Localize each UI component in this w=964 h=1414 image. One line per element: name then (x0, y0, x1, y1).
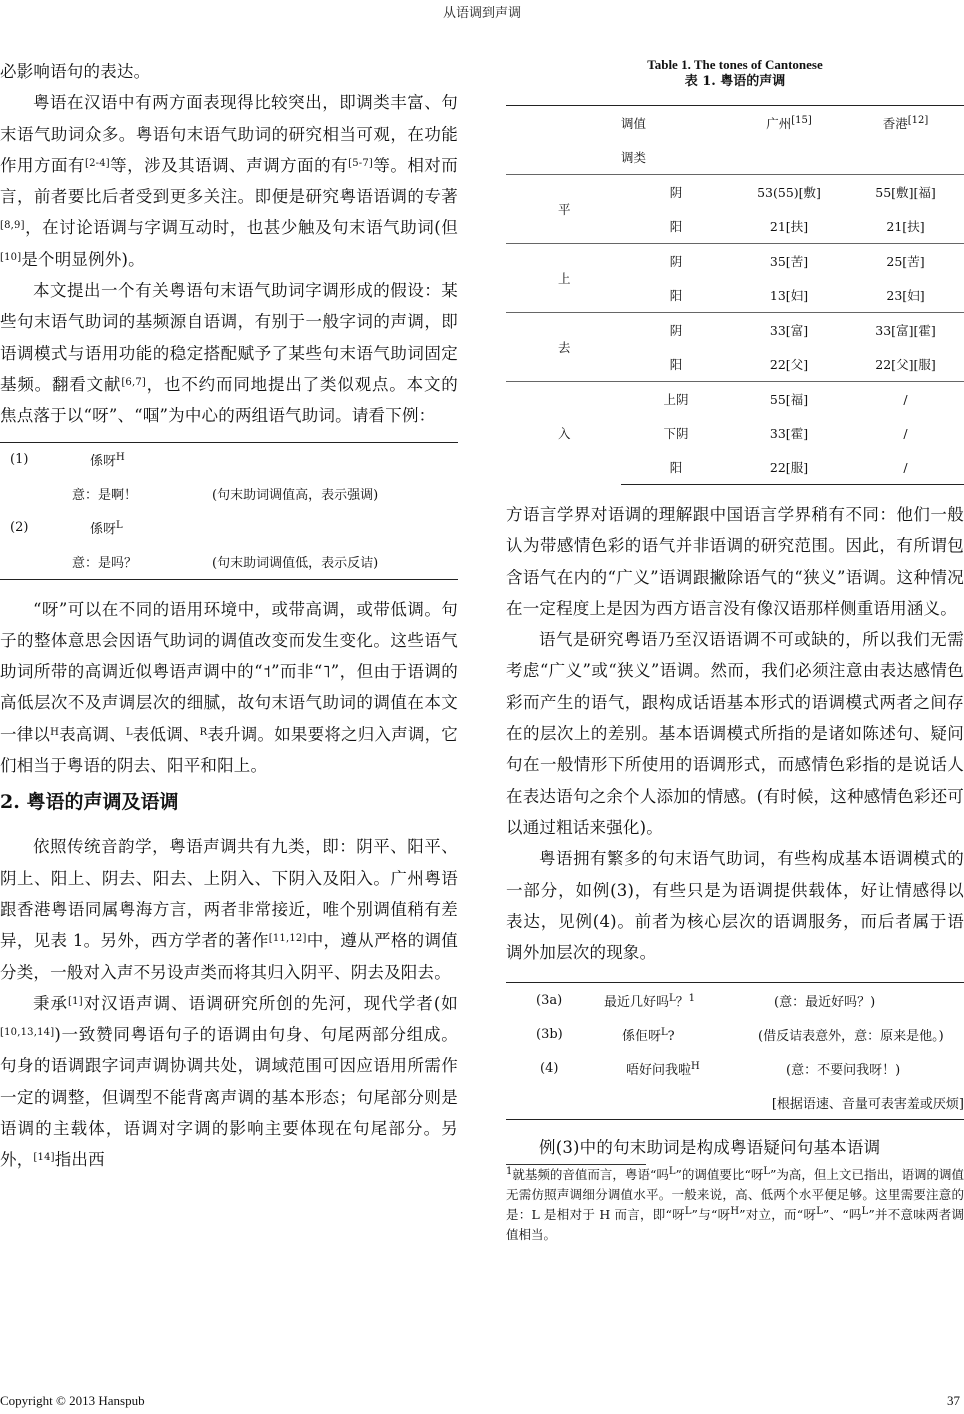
example-row (0, 545, 458, 579)
table-title-en: Table 1. The tones of Cantonese (647, 57, 823, 72)
right-column (506, 56, 964, 1245)
tone-mark: L (861, 1205, 869, 1217)
tone-group: 平 (506, 175, 621, 244)
hongkong-value: / (847, 450, 964, 485)
tone-subclass: 上阴 (621, 382, 731, 417)
tone-mark: L (816, 1205, 823, 1217)
citation: [2-4] (84, 157, 110, 169)
table-cell (731, 140, 847, 175)
example-sentence: 係呀 (90, 454, 117, 470)
example-note: (意：最近好吗？) (774, 994, 876, 1010)
example-sentence: 唔好问我啦 (626, 1062, 692, 1078)
tone-subclass: 阴 (621, 175, 731, 210)
example-row (506, 1017, 964, 1051)
example-text (90, 450, 125, 469)
hongkong-value: 22[父][服] (875, 357, 936, 372)
guangzhou-value: 35[苦] (731, 244, 847, 279)
text: 就基频的音值而言，粤语“吗 (512, 1166, 669, 1182)
guangzhou-value: 33[霍] (769, 426, 809, 441)
hongkong-value: / (903, 425, 908, 441)
tone-mark: H (116, 452, 125, 464)
example-number: (4) (540, 1060, 559, 1076)
text: )一致赞同粤语句子的语调由句身、句尾两部分组成。句身的语调跟字词声调协调共处，调域范围可因应语用所需作一定的调整，但调型不能背离声调的基本形态；句尾部分则是语调的主载体，语调对字调的影响主要体现在句尾部分。另外， (0, 1025, 458, 1170)
citation: [10] (0, 251, 22, 263)
text: 等，涉及其语调、声调方面的有 (109, 155, 349, 175)
example-gloss: 意：是啊！ (72, 488, 138, 504)
tone-subclass: 阳 (669, 219, 683, 234)
example-note: (句末助词调值高，表示强调) (212, 488, 379, 504)
text: ”的调值要比“呀 (675, 1166, 764, 1182)
text: ”并不意味两者调值相当。 (506, 1206, 964, 1242)
hongkong-value: 55[敷][福] (847, 175, 964, 210)
table-header-row (506, 106, 964, 141)
table-cell (506, 140, 621, 175)
text: ”为高，但上文已指出，语调的调值无需仿照声调细分调值水平。一般来说，高、低两个水平便足够。这里需要注意的是：L 是相对于 H 而言，即“呀 (506, 1166, 964, 1222)
tone-mark: L (125, 726, 133, 738)
hongkong-value: 25[苦] (847, 244, 964, 279)
example-note: (意：不要问我呀！) (786, 1062, 901, 1078)
tone-group: 入 (506, 382, 621, 485)
section-heading: 2. 粤语的声调及语调 (0, 791, 179, 814)
table-row (506, 313, 964, 348)
page-number: 37 (947, 1393, 960, 1408)
table-header-hongkong (847, 106, 964, 141)
text: 表高调、 (59, 724, 126, 744)
text: 表低调、 (132, 724, 200, 744)
text: 本文提出一个有关粤语句末语气助词字调形成的假设：某些句末语气助词的基频源自语调，有别于一般字词的声调，即语调模式与语用功能的稳定搭配赋予了某些句末语气助词固定基频。翻看文献 (0, 281, 458, 394)
example-text (604, 1025, 754, 1044)
tone-subclass: 阴 (621, 244, 731, 279)
paragraph-particles: 粤语拥有繁多的句末语气助词，有些构成基本语调模式的一部分，如例(3)，有些只是为语调提供载体，好让情感得以表达，见例(4)。前者为核心层次的语调服务，而后者属于语调外加层次的现象。 (506, 849, 964, 963)
tone-mark: L (661, 1026, 668, 1038)
table-row (506, 244, 964, 279)
example-row (0, 443, 458, 477)
paragraph-mood: 语气是研究粤语乃至汉语语调不可或缺的，所以我们无需考虑“广义”或“狭义”语调。然而，我们必须注意由表达感情色彩而产生的语气，跟构成话语基本形式的语调模式两者之间存在的层次上的差别。基本语调模式所指的是诸如陈述句、疑问句在一般情形下所使用的语调形式，而感情色彩指的是说话人在表达语句之余个人添加的情感。(有时候，这种感情色彩还可以通过粗话来强化)。 (506, 630, 964, 837)
example-gloss: 意：是吗？ (72, 556, 138, 572)
citation: [10,13,14] (0, 1027, 55, 1039)
table-row (506, 382, 964, 417)
table-header-row (506, 140, 964, 175)
tone-mark: L (116, 520, 123, 532)
hongkong-value: 21[扶] (886, 219, 925, 234)
footnote (506, 1165, 964, 1245)
tone-group: 去 (506, 313, 621, 382)
guangzhou-value: 22[服] (731, 450, 847, 485)
text: 表升调。如果要将之归入声调，它们相当于粤语的阴去、阳平和阳上。 (0, 724, 459, 776)
guangzhou-value: 13[妇] (769, 288, 809, 303)
tone-group: 上 (506, 244, 621, 313)
text: ，在讨论语调与字调互动时，也甚少触及句末语气助词(但 (24, 218, 458, 238)
table-cell (506, 106, 621, 141)
guangzhou-value: 55[福] (731, 382, 847, 417)
text: 广州 (766, 116, 792, 131)
citation: [15] (791, 115, 812, 126)
example-text (608, 1059, 758, 1078)
paragraph-cantonese-features (0, 87, 458, 275)
citation: [1] (68, 995, 83, 1007)
text: 香港 (882, 116, 908, 131)
example-text (90, 518, 123, 537)
citation: [5-7] (348, 157, 374, 169)
paragraph-western-view: 方语言学界对语调的理解跟中国语言学界稍有不同：他们一般认为带感情色彩的语气并非语调的研究范围。因此，有所谓包含语气在内的“广义”语调跟撇除语气的“狭义”语调。这种情况在一定程度上是因为西方语言没有像汉语那样侧重语用涵义。 (506, 505, 964, 618)
tones-table (506, 105, 964, 485)
guangzhou-value: 33[富] (731, 313, 847, 348)
example-row (506, 983, 964, 1017)
example-text (604, 991, 754, 1010)
tone-subclass: 阳 (621, 450, 731, 485)
citation: [6,7] (121, 376, 147, 388)
table-header-tone-value: 调值 (621, 106, 731, 141)
footnote-marker: 1 (688, 992, 696, 1004)
example-sentence: 最近几好吗 (604, 994, 670, 1010)
tone-mark: L (668, 1165, 676, 1177)
tone-mark: H (730, 1205, 740, 1217)
paragraph-ya-tones (0, 594, 458, 782)
table-header-tone-class: 调类 (621, 150, 647, 165)
example-sentence: 係佢呀 (622, 1028, 662, 1044)
tone-mark: H (50, 726, 60, 738)
text: ”对立，而“呀 (739, 1206, 817, 1222)
table-header-guangzhou (731, 106, 847, 141)
examples-3-4 (506, 982, 964, 1120)
paragraph-hypothesis (0, 275, 458, 431)
text: ? (667, 1028, 675, 1044)
example-row (0, 477, 458, 511)
text: 依照传统音韵学，粤语声调共有九类，即：阴平、阳平、阴上、阳上、阴去、阳去、上阴入、下阴入及阳入。广州粤语跟香港粤语同属粤海方言，两者非常接近，唯个别调值稍有差异，见表 1。另外，西方学者的著作 (0, 837, 458, 951)
guangzhou-value: 53(55)[敷] (731, 175, 847, 210)
example-number: (1) (10, 452, 29, 468)
hongkong-value: / (847, 382, 964, 417)
hongkong-value: 33[富][霍] (847, 313, 964, 348)
tone-subclass: 阴 (621, 313, 731, 348)
tone-mark: H (691, 1060, 700, 1072)
example-note: (句末助词调值低，表示反诘) (212, 556, 379, 572)
citation: [11,12] (268, 933, 307, 945)
tone-mark: L (669, 992, 676, 1004)
text: “呀”可以在不同的语用环境中，或带高调，或带低调。句子的整体意思会因语气助词的调值改变而发生变化。这些语气助词所带的高调近似粤语声调中的“˦”而非“˥”，但由于语调的高低层次不及声调层次的细腻，故句末语气助词的调值在本文一律以 (0, 599, 458, 744)
tone-subclass: 下阴 (663, 426, 689, 441)
copyright: Copyright © 2013 Hanspub (0, 1393, 145, 1408)
text: 对汉语声调、语调研究所创的先河，现代学者(如 (82, 993, 458, 1013)
table-row (506, 175, 964, 210)
tone-mark: R (199, 726, 208, 738)
example-note: [根据语速、音量可表害羞或厌烦] (771, 1096, 964, 1112)
text: 秉承 (33, 993, 69, 1013)
text: ”、“吗 (822, 1206, 862, 1222)
example-sentence: 係呀 (90, 522, 117, 538)
hongkong-value: 23[妇] (886, 288, 925, 303)
example-note: (借反诘表意外，意：原来是他。) (758, 1028, 944, 1044)
example-row (0, 511, 458, 545)
table-cell (847, 140, 964, 175)
tone-mark: L (763, 1165, 770, 1177)
text: 是个明显例外)。 (21, 249, 145, 269)
footnote-marker: 1 (506, 1165, 513, 1177)
tone-mark: L (684, 1205, 692, 1217)
tone-subclass: 阳 (669, 357, 683, 372)
paragraph-sentence-structure (0, 988, 458, 1176)
examples-1-2 (0, 442, 458, 580)
running-title: 从语调到声调 (442, 6, 521, 21)
example-row (506, 1051, 964, 1085)
example-row (506, 1085, 964, 1119)
example-number: (3a) (536, 992, 563, 1008)
text: 中，遵从严格的调值分类，一般对入声不另设声类而将其归入阴平、阴去及阳去。 (0, 931, 458, 982)
tone-subclass: 阳 (669, 288, 683, 303)
guangzhou-value: 21[扶] (769, 219, 809, 234)
text: 指出西 (54, 1150, 105, 1170)
example-number: (2) (10, 520, 29, 536)
text: ”与“呀 (691, 1206, 731, 1222)
text: 等。相对而言，前者要比后者受到更多关注。即便是研究粤语语调的专著 (0, 155, 459, 207)
paragraph-nine-tones (0, 831, 458, 987)
text: ，也不约而同地提出了类似观点。本文的焦点落于以“呀”、“啯”为中心的两组语气助词。请看下例： (0, 374, 458, 426)
citation: [12] (907, 115, 929, 126)
paragraph-continued: 必影响语句的表达。 (0, 62, 151, 81)
citation: [8,9] (0, 220, 25, 232)
paragraph-example-3: 例(3)中的句末助词是构成粤语疑问句基本语调 (539, 1138, 881, 1158)
left-column (0, 56, 458, 1176)
text: ？ (675, 994, 689, 1010)
citation: [14] (33, 1152, 55, 1164)
text: 粤语在汉语中有两方面表现得比较突出，即调类丰富、句末语气助词众多。粤语句末语气助词的研究相当可观，在功能作用方面有 (0, 93, 458, 175)
table-title-zh: 表 1. 粤语的声调 (684, 74, 786, 89)
guangzhou-value: 22[父] (769, 357, 809, 372)
example-number: (3b) (536, 1026, 563, 1042)
